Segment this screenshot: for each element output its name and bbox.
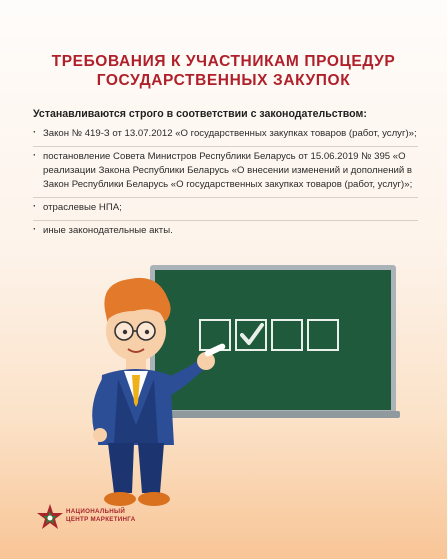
logo-line-1: НАЦИОНАЛЬНЫЙ xyxy=(66,508,126,515)
trousers xyxy=(108,443,134,493)
chalk xyxy=(204,343,226,358)
list-item: · иные законодательные акты. xyxy=(33,221,418,243)
list-item: · Закон № 419-З от 13.07.2012 «О государственных закупках товаров (работ, услуг)»; xyxy=(33,124,418,147)
list-item: · постановление Совета Министров Республики Беларусь от 15.06.2019 № 395 «О реализации Закона Республики Беларусь «О внесении изменений и дополнений в Закон Республики Беларусь «О государственных закупках товаров (работ, услуг)»; xyxy=(33,147,418,198)
logo-emblem-icon xyxy=(36,503,64,533)
list-item: · отраслевые НПА; xyxy=(33,198,418,221)
teacher-boy-illustration xyxy=(78,275,238,515)
requirements-list xyxy=(33,124,418,243)
title-line-1: ТРЕБОВАНИЯ К УЧАСТНИКАМ ПРОЦЕДУР xyxy=(51,53,396,70)
shoe xyxy=(104,492,136,506)
title-line-2: ГОСУДАРСТВЕННЫХ ЗАКУПОК xyxy=(96,72,351,89)
logo-text xyxy=(66,508,135,523)
page-title xyxy=(0,52,447,90)
logo-line-2: ЦЕНТР МАРКЕТИНГА xyxy=(66,515,136,523)
subtitle: Устанавливаются строго в соответствии с законодательством: xyxy=(33,108,367,120)
